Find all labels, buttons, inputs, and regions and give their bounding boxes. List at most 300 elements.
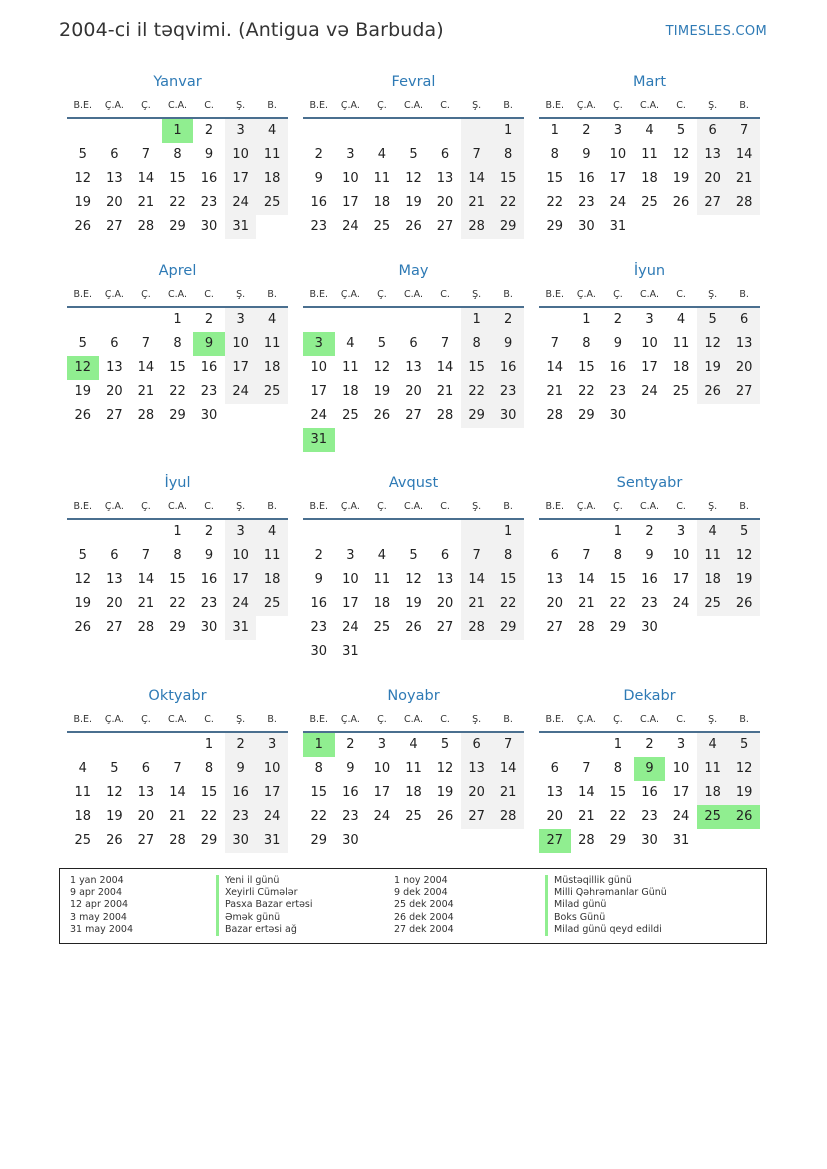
day-cell: 12 bbox=[405, 572, 422, 587]
day-cell: 31 bbox=[609, 219, 627, 234]
weekday-label: Ç.A. bbox=[104, 713, 124, 725]
day-cell: 24 bbox=[342, 219, 359, 234]
weekday-label: Ş. bbox=[236, 713, 246, 725]
weekday-label: B. bbox=[503, 500, 513, 512]
empty-day-cell bbox=[99, 520, 131, 544]
legend-holiday-name: Əmək günü bbox=[216, 912, 313, 924]
day-cell: 13 bbox=[106, 360, 123, 375]
day-cell: 8 bbox=[173, 336, 182, 351]
day-cell: 10 bbox=[342, 572, 359, 587]
day-cell: 31 bbox=[256, 829, 288, 853]
day-cell: 17 bbox=[672, 572, 690, 587]
weekday-label: B.E. bbox=[545, 99, 565, 111]
day-cell: 15 bbox=[200, 785, 218, 800]
day-cell: 2 bbox=[645, 737, 654, 752]
weekday-label: C. bbox=[204, 713, 214, 725]
day-cell: 27 bbox=[106, 219, 123, 234]
day-cell: 13 bbox=[697, 143, 729, 167]
month-3 bbox=[539, 72, 760, 239]
weekday-label: Ş. bbox=[236, 288, 246, 300]
day-cell: 2 bbox=[314, 548, 323, 563]
day-cell: 27 bbox=[728, 380, 760, 404]
month-1 bbox=[67, 72, 288, 239]
day-cell: 6 bbox=[550, 761, 559, 776]
day-cell: 20 bbox=[106, 195, 123, 210]
day-cell: 18 bbox=[256, 167, 288, 191]
day-cell: 16 bbox=[609, 360, 627, 375]
empty-day-cell bbox=[539, 308, 571, 332]
day-cell: 7 bbox=[550, 336, 559, 351]
day-cell: 24 bbox=[373, 809, 391, 824]
day-grid bbox=[67, 308, 288, 428]
empty-day-cell bbox=[461, 119, 493, 143]
day-cell: 5 bbox=[409, 147, 418, 162]
day-cell: 4 bbox=[697, 733, 729, 757]
day-cell: 13 bbox=[106, 572, 123, 587]
weekday-label: Ç.A. bbox=[104, 99, 124, 111]
day-cell: 26 bbox=[373, 408, 391, 423]
day-cell: 29 bbox=[200, 833, 218, 848]
day-cell: 11 bbox=[697, 757, 729, 781]
day-cell: 10 bbox=[641, 336, 658, 351]
day-cell: 22 bbox=[461, 380, 493, 404]
day-cell: 21 bbox=[169, 809, 186, 824]
weekday-label: Ç. bbox=[377, 99, 387, 111]
day-cell: 22 bbox=[492, 592, 524, 616]
day-cell: 8 bbox=[492, 544, 524, 568]
day-cell: 4 bbox=[676, 312, 686, 327]
day-cell: 9 bbox=[204, 548, 214, 563]
day-cell: 24 bbox=[225, 380, 257, 404]
day-cell: 30 bbox=[492, 404, 524, 428]
weekday-label: C.A. bbox=[167, 288, 187, 300]
weekday-label: C.A. bbox=[403, 288, 423, 300]
weekday-label: C. bbox=[440, 288, 450, 300]
weekday-label: B.E. bbox=[73, 99, 93, 111]
day-cell: 30 bbox=[200, 620, 218, 635]
day-cell: 26 bbox=[436, 809, 454, 824]
weekday-label: B. bbox=[267, 713, 277, 725]
day-cell: 29 bbox=[310, 833, 328, 848]
day-cell: 6 bbox=[440, 147, 450, 162]
day-cell: 30 bbox=[609, 408, 627, 423]
day-cell: 5 bbox=[440, 737, 450, 752]
legend-date: 27 dek 2004 bbox=[394, 923, 454, 935]
day-cell: 7 bbox=[461, 143, 493, 167]
day-cell: 17 bbox=[672, 785, 690, 800]
month-name: Yanvar bbox=[153, 74, 202, 90]
day-cell: 5 bbox=[676, 123, 686, 138]
legend-holiday-name: Boks Günü bbox=[545, 912, 667, 924]
weekday-label: C.A. bbox=[167, 713, 187, 725]
legend-date: 12 apr 2004 bbox=[70, 899, 129, 911]
day-cell: 19 bbox=[106, 809, 123, 824]
day-cell: 5 bbox=[78, 147, 87, 162]
day-cell: 12 bbox=[728, 757, 760, 781]
day-cell: 6 bbox=[461, 733, 493, 757]
weekday-label: Ş. bbox=[708, 500, 718, 512]
empty-day-cell bbox=[366, 520, 398, 544]
day-cell: 25 bbox=[256, 380, 288, 404]
day-grid bbox=[539, 308, 760, 428]
weekday-label: Ç.A. bbox=[576, 713, 596, 725]
day-cell: 9 bbox=[314, 171, 323, 186]
day-cell: 16 bbox=[200, 171, 218, 186]
day-cell: 23 bbox=[200, 384, 218, 399]
empty-day-cell bbox=[366, 308, 398, 332]
month-8 bbox=[303, 473, 524, 664]
day-cell: 25 bbox=[256, 191, 288, 215]
day-cell: 28 bbox=[461, 215, 493, 239]
day-cell: 7 bbox=[141, 336, 151, 351]
weekday-label: B.E. bbox=[309, 500, 329, 512]
day-cell: 28 bbox=[578, 620, 595, 635]
day-cell: 28 bbox=[436, 408, 454, 423]
weekday-label: C.A. bbox=[167, 99, 187, 111]
weekday-label: C.A. bbox=[403, 500, 423, 512]
day-cell: 6 bbox=[550, 548, 559, 563]
day-cell: 9 bbox=[204, 147, 214, 162]
weekday-label: Ç. bbox=[613, 500, 623, 512]
weekday-label: Ş. bbox=[472, 288, 482, 300]
empty-day-cell bbox=[571, 520, 603, 544]
day-grid bbox=[539, 119, 760, 239]
day-cell: 19 bbox=[405, 596, 422, 611]
day-cell: 6 bbox=[440, 548, 450, 563]
day-cell: 26 bbox=[728, 805, 760, 829]
weekday-label: Ç. bbox=[141, 99, 151, 111]
day-cell: 4 bbox=[377, 548, 387, 563]
day-cell: 2 bbox=[645, 524, 654, 539]
day-cell: 24 bbox=[225, 191, 257, 215]
day-cell: 20 bbox=[405, 384, 422, 399]
day-cell: 11 bbox=[74, 785, 92, 800]
day-cell: 16 bbox=[310, 596, 328, 611]
weekday-header bbox=[67, 93, 288, 119]
weekday-label: Ç.A. bbox=[340, 500, 360, 512]
empty-day-cell bbox=[539, 733, 571, 757]
day-cell: 25 bbox=[641, 195, 658, 210]
day-cell: 8 bbox=[582, 336, 591, 351]
month-name: Noyabr bbox=[387, 688, 440, 704]
day-cell: 1 bbox=[492, 119, 524, 143]
legend-holiday-name: Milad günü qeyd edildi bbox=[545, 924, 667, 936]
day-cell: 11 bbox=[342, 360, 359, 375]
day-cell: 21 bbox=[461, 592, 493, 616]
day-cell: 27 bbox=[546, 620, 564, 635]
day-cell: 23 bbox=[200, 596, 218, 611]
day-grid bbox=[67, 119, 288, 239]
weekday-label: Ç. bbox=[141, 288, 151, 300]
day-cell: 4 bbox=[377, 147, 387, 162]
day-cell: 12 bbox=[67, 356, 99, 380]
day-cell: 3 bbox=[256, 733, 288, 757]
day-cell: 20 bbox=[436, 596, 454, 611]
day-cell: 30 bbox=[578, 219, 595, 234]
weekday-label: B.E. bbox=[73, 288, 93, 300]
day-cell: 3 bbox=[645, 312, 654, 327]
weekday-label: C.A. bbox=[639, 288, 659, 300]
weekday-label: C. bbox=[440, 500, 450, 512]
day-grid bbox=[303, 733, 524, 853]
day-cell: 27 bbox=[106, 408, 123, 423]
day-cell: 24 bbox=[342, 620, 359, 635]
day-cell: 16 bbox=[641, 572, 658, 587]
day-cell: 23 bbox=[492, 380, 524, 404]
day-cell: 12 bbox=[405, 171, 422, 186]
weekday-header bbox=[539, 707, 760, 733]
empty-day-cell bbox=[366, 119, 398, 143]
day-cell: 25 bbox=[74, 833, 92, 848]
day-grid bbox=[67, 520, 288, 640]
day-cell: 2 bbox=[204, 524, 214, 539]
day-cell: 23 bbox=[641, 596, 658, 611]
day-cell: 31 bbox=[672, 833, 690, 848]
day-cell: 8 bbox=[613, 761, 623, 776]
day-cell: 18 bbox=[74, 809, 92, 824]
month-name: Fevral bbox=[391, 74, 436, 90]
day-cell: 2 bbox=[492, 308, 524, 332]
day-cell: 20 bbox=[106, 384, 123, 399]
day-cell: 16 bbox=[200, 360, 218, 375]
day-cell: 24 bbox=[310, 408, 328, 423]
empty-day-cell bbox=[398, 520, 430, 544]
day-cell: 13 bbox=[436, 572, 454, 587]
brand-link[interactable]: TIMESLES.COM bbox=[665, 24, 767, 39]
weekday-label: B. bbox=[739, 288, 749, 300]
legend-date: 31 may 2004 bbox=[70, 923, 134, 935]
day-cell: 14 bbox=[461, 167, 493, 191]
day-cell: 30 bbox=[200, 219, 218, 234]
day-cell: 24 bbox=[256, 805, 288, 829]
weekday-label: C. bbox=[676, 713, 686, 725]
day-cell: 7 bbox=[461, 544, 493, 568]
day-cell: 9 bbox=[193, 332, 225, 356]
day-cell: 16 bbox=[578, 171, 595, 186]
day-cell: 21 bbox=[436, 384, 454, 399]
empty-day-cell bbox=[335, 308, 367, 332]
day-cell: 28 bbox=[137, 408, 155, 423]
day-cell: 20 bbox=[106, 596, 123, 611]
day-cell: 3 bbox=[225, 119, 257, 143]
weekday-label: C. bbox=[676, 99, 686, 111]
day-cell: 18 bbox=[697, 568, 729, 592]
day-cell: 28 bbox=[578, 833, 595, 848]
empty-day-cell bbox=[67, 308, 99, 332]
empty-day-cell bbox=[99, 119, 131, 143]
empty-day-cell bbox=[99, 733, 131, 757]
day-cell: 12 bbox=[697, 332, 729, 356]
day-cell: 11 bbox=[373, 171, 391, 186]
day-cell: 7 bbox=[440, 336, 450, 351]
legend-date: 9 apr 2004 bbox=[70, 887, 123, 899]
legend-dates-right bbox=[394, 875, 454, 936]
weekday-label: C.A. bbox=[167, 500, 187, 512]
day-cell: 4 bbox=[645, 123, 654, 138]
legend-date: 3 may 2004 bbox=[70, 911, 127, 923]
day-cell: 22 bbox=[546, 195, 564, 210]
empty-day-cell bbox=[335, 520, 367, 544]
weekday-label: B.E. bbox=[545, 500, 565, 512]
day-cell: 17 bbox=[373, 785, 391, 800]
day-cell: 20 bbox=[728, 356, 760, 380]
day-cell: 5 bbox=[697, 308, 729, 332]
day-cell: 3 bbox=[676, 737, 686, 752]
day-cell: 5 bbox=[409, 548, 418, 563]
weekday-label: Ş. bbox=[472, 500, 482, 512]
weekday-label: Ç. bbox=[613, 99, 623, 111]
day-cell: 10 bbox=[225, 332, 257, 356]
day-cell: 23 bbox=[641, 809, 658, 824]
day-cell: 13 bbox=[436, 171, 454, 186]
empty-day-cell bbox=[303, 520, 335, 544]
day-cell: 8 bbox=[173, 548, 182, 563]
day-cell: 13 bbox=[546, 785, 564, 800]
day-cell: 13 bbox=[461, 757, 493, 781]
day-cell: 18 bbox=[405, 785, 422, 800]
day-cell: 23 bbox=[310, 219, 328, 234]
weekday-header bbox=[67, 707, 288, 733]
day-cell: 5 bbox=[377, 336, 387, 351]
day-cell: 25 bbox=[256, 592, 288, 616]
day-cell: 19 bbox=[373, 384, 391, 399]
day-cell: 2 bbox=[314, 147, 323, 162]
day-cell: 5 bbox=[728, 520, 760, 544]
day-cell: 9 bbox=[492, 332, 524, 356]
day-cell: 27 bbox=[461, 805, 493, 829]
day-cell: 30 bbox=[200, 408, 218, 423]
day-cell: 7 bbox=[173, 761, 182, 776]
weekday-label: C. bbox=[676, 500, 686, 512]
day-cell: 28 bbox=[137, 620, 155, 635]
weekday-label: Ş. bbox=[708, 713, 718, 725]
day-cell: 19 bbox=[697, 356, 729, 380]
weekday-label: B. bbox=[739, 713, 749, 725]
weekday-label: B.E. bbox=[309, 713, 329, 725]
month-name: Mart bbox=[632, 74, 667, 90]
day-cell: 1 bbox=[303, 733, 335, 757]
day-cell: 23 bbox=[200, 195, 218, 210]
day-cell: 15 bbox=[609, 572, 627, 587]
holiday-legend bbox=[59, 868, 767, 944]
day-cell: 22 bbox=[169, 195, 186, 210]
day-cell: 21 bbox=[137, 596, 155, 611]
weekday-header bbox=[67, 282, 288, 308]
day-cell: 10 bbox=[256, 757, 288, 781]
day-cell: 31 bbox=[342, 644, 359, 659]
day-cell: 24 bbox=[672, 596, 690, 611]
day-cell: 3 bbox=[225, 520, 257, 544]
day-cell: 3 bbox=[303, 332, 335, 356]
day-cell: 28 bbox=[546, 408, 564, 423]
day-cell: 14 bbox=[137, 360, 155, 375]
day-cell: 1 bbox=[204, 737, 214, 752]
day-cell: 1 bbox=[461, 308, 493, 332]
day-cell: 29 bbox=[609, 620, 627, 635]
day-cell: 10 bbox=[672, 548, 690, 563]
weekday-label: Ç. bbox=[141, 713, 151, 725]
day-cell: 18 bbox=[256, 568, 288, 592]
day-cell: 28 bbox=[461, 616, 493, 640]
day-cell: 2 bbox=[346, 737, 355, 752]
day-cell: 14 bbox=[169, 785, 186, 800]
day-cell: 12 bbox=[74, 572, 92, 587]
day-cell: 11 bbox=[672, 336, 690, 351]
day-grid bbox=[67, 733, 288, 853]
day-grid bbox=[539, 733, 760, 853]
day-cell: 29 bbox=[578, 408, 595, 423]
day-cell: 2 bbox=[204, 312, 214, 327]
day-cell: 21 bbox=[578, 596, 595, 611]
weekday-label: C. bbox=[440, 713, 450, 725]
day-cell: 7 bbox=[492, 733, 524, 757]
weekday-label: B.E. bbox=[73, 500, 93, 512]
day-cell: 14 bbox=[546, 360, 564, 375]
empty-day-cell bbox=[130, 119, 162, 143]
day-cell: 9 bbox=[346, 761, 355, 776]
day-cell: 6 bbox=[110, 147, 119, 162]
day-cell: 11 bbox=[641, 147, 658, 162]
weekday-label: Ç. bbox=[377, 713, 387, 725]
day-cell: 19 bbox=[728, 781, 760, 805]
day-cell: 17 bbox=[225, 356, 257, 380]
day-cell: 8 bbox=[314, 761, 323, 776]
day-cell: 9 bbox=[613, 336, 623, 351]
day-cell: 15 bbox=[169, 572, 186, 587]
day-cell: 16 bbox=[200, 572, 218, 587]
empty-day-cell bbox=[303, 308, 335, 332]
day-cell: 1 bbox=[173, 524, 182, 539]
day-cell: 19 bbox=[74, 384, 92, 399]
month-name: Avqust bbox=[388, 475, 439, 491]
day-cell: 1 bbox=[492, 520, 524, 544]
weekday-label: C. bbox=[440, 99, 450, 111]
day-cell: 7 bbox=[582, 761, 591, 776]
weekday-label: C. bbox=[204, 99, 214, 111]
day-cell: 26 bbox=[405, 620, 422, 635]
empty-day-cell bbox=[398, 308, 430, 332]
weekday-label: C.A. bbox=[639, 500, 659, 512]
empty-day-cell bbox=[429, 119, 461, 143]
day-cell: 28 bbox=[169, 833, 186, 848]
day-cell: 29 bbox=[492, 616, 524, 640]
legend-date: 25 dek 2004 bbox=[394, 899, 454, 911]
day-cell: 8 bbox=[492, 143, 524, 167]
day-cell: 13 bbox=[106, 171, 123, 186]
day-cell: 2 bbox=[582, 123, 591, 138]
day-cell: 22 bbox=[492, 191, 524, 215]
month-name: Dekabr bbox=[623, 688, 676, 704]
weekday-label: Ç. bbox=[613, 713, 623, 725]
day-cell: 30 bbox=[641, 620, 658, 635]
weekday-label: Ç.A. bbox=[104, 288, 124, 300]
weekday-label: Ç.A. bbox=[104, 500, 124, 512]
day-cell: 30 bbox=[641, 833, 658, 848]
day-cell: 4 bbox=[256, 119, 288, 143]
day-cell: 20 bbox=[546, 809, 564, 824]
day-cell: 18 bbox=[256, 356, 288, 380]
day-grid bbox=[539, 520, 760, 640]
day-cell: 21 bbox=[137, 195, 155, 210]
page-title: 2004-ci il təqvimi. (Antigua və Barbuda) bbox=[59, 19, 444, 41]
weekday-label: Ç.A. bbox=[576, 99, 596, 111]
day-cell: 30 bbox=[225, 829, 257, 853]
day-cell: 6 bbox=[110, 548, 119, 563]
day-cell: 17 bbox=[225, 568, 257, 592]
weekday-label: Ç. bbox=[141, 500, 151, 512]
day-cell: 15 bbox=[169, 171, 186, 186]
day-cell: 29 bbox=[169, 408, 186, 423]
